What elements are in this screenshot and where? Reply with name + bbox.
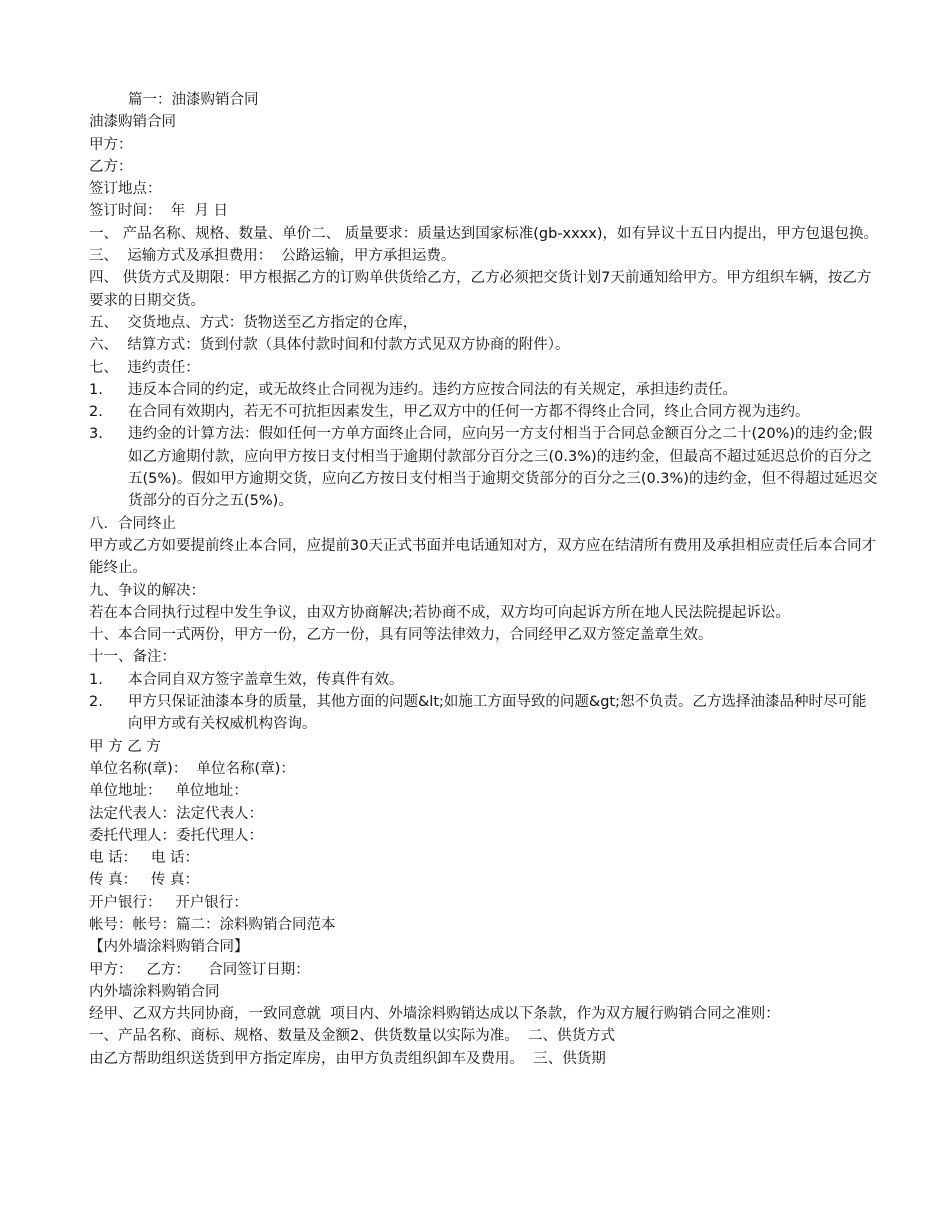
part2-line: 内外墙涂料购销合同 <box>89 983 220 1000</box>
clause-9: 九、争议的解决： <box>89 582 205 599</box>
list-item <box>89 691 879 736</box>
part2-line: 一、产品名称、商标、规格、数量及金额2、供货数量以实际为准。 二、供货方式 <box>89 1028 615 1045</box>
clause-7: 七、 违约责任： <box>89 359 200 376</box>
clause-8: 八．合同终止 <box>89 515 176 532</box>
section-heading: 篇一：油漆购销合同 <box>128 92 259 108</box>
list-text: 违约金的计算方法：假如任何一方单方面终止合同，应向另一方支付相当于合同总金额百分之二十(20%)的违约金;假如乙方逾期付款，应向甲方按日支付相当于逾期付款部分百分之三(0.3%)的违约金，但最高不超过延迟总价的百分之五(5%)。假如甲方逾期交货，应向乙方按日支付相当于逾期交货部分的百分之三(0.3%)的违约金，但不得超过延迟交货部分的百分之五(5%)。 <box>128 426 878 510</box>
list-number: 1. <box>89 671 103 688</box>
contract-title: 油漆购销合同 <box>89 114 176 131</box>
signature-line: 法定代表人：法定代表人： <box>89 805 263 822</box>
part2-line: 经甲、乙双方共同协商，一致同意就 项目内、外墙涂料购销达成以下条款，作为双方履行购销合同之准则： <box>89 1006 780 1023</box>
signature-line: 开户银行： 开户银行： <box>89 894 248 911</box>
signature-line: 甲 方 乙 方 <box>89 738 161 755</box>
signing-time: 签订时间： 年 月 日 <box>89 203 229 220</box>
document-page <box>89 89 879 1070</box>
signature-line: 帐号：帐号：篇二：涂料购销合同范本 <box>89 916 336 933</box>
list-number: 1. <box>89 381 103 398</box>
signature-line: 传 真： 传 真： <box>89 872 200 889</box>
signature-line: 单位地址： 单位地址： <box>89 783 248 800</box>
signature-line: 单位名称(章)： 单位名称(章)： <box>89 760 295 777</box>
clause-8-text: 甲方或乙方如要提前终止本合同，应提前30天正式书面并电话通知对方，双方应在结清所有费用及承担相应责任后本合同才能终止。 <box>89 537 876 577</box>
list-text: 违反本合同的约定，或无故终止合同视为违约。违约方应按合同法的有关规定，承担违约责任。 <box>128 381 737 398</box>
list-number: 2. <box>89 694 103 711</box>
clause-9-text: 若在本合同执行过程中发生争议，由双方协商解决;若协商不成，双方均可向起诉方所在地人民法院提起诉讼。 <box>89 604 790 621</box>
signing-place: 签订地点： <box>89 181 162 198</box>
part2-line: 【内外墙涂料购销合同】 <box>89 939 249 956</box>
party-a-label: 甲方： <box>89 136 133 153</box>
list-number: 3. <box>89 426 103 443</box>
list-item <box>89 423 879 512</box>
party-b-label: 乙方： <box>89 158 133 175</box>
clause-1-2: 一、 产品名称、规格、数量、单价二、 质量要求：质量达到国家标准(gb-xxxx)，如有异议十五日内提出，甲方包退包换。 <box>89 225 878 242</box>
clause-5: 五、 交货地点、方式：货物送至乙方指定的仓库， <box>89 314 418 331</box>
clause-11: 十一、备注： <box>89 649 176 666</box>
part2-line: 由乙方帮助组织送货到甲方指定库房，由甲方负责组织卸车及费用。 三、供货期 <box>89 1050 606 1067</box>
clause-3: 三、 运输方式及承担费用： 公路运输，甲方承担运费。 <box>89 248 456 265</box>
list-item <box>89 669 879 691</box>
clause-6: 六、 结算方式：货到付款（具体付款时间和付款方式见双方协商的附件）。 <box>89 337 570 354</box>
list-text: 甲方只保证油漆本身的质量，其他方面的问题&lt;如施工方面导致的问题&gt;恕不负责。乙方选择油漆品种时尽可能向甲方或有关权威机构咨询。 <box>128 694 867 733</box>
clause-4: 四、 供货方式及期限：甲方根据乙方的订购单供货给乙方，乙方必须把交货计划7天前通知给甲方。甲方组织车辆，按乙方要求的日期交货。 <box>89 270 872 309</box>
signature-line: 电 话： 电 话： <box>89 850 200 867</box>
list-text: 在合同有效期内，若无不可抗拒因素发生，甲乙双方中的任何一方都不得终止合同，终止合同方视为违约。 <box>128 404 810 421</box>
part2-line: 甲方： 乙方： 合同签订日期： <box>89 961 310 978</box>
list-item <box>89 401 879 423</box>
signature-line: 委托代理人：委托代理人： <box>89 827 263 844</box>
clause-10: 十、本合同一式两份，甲方一份，乙方一份，具有同等法律效力，合同经甲乙双方签定盖章生效。 <box>89 627 713 644</box>
list-number: 2. <box>89 404 103 421</box>
list-text: 本合同自双方签字盖章生效，传真件有效。 <box>128 671 404 688</box>
list-item <box>89 379 879 401</box>
